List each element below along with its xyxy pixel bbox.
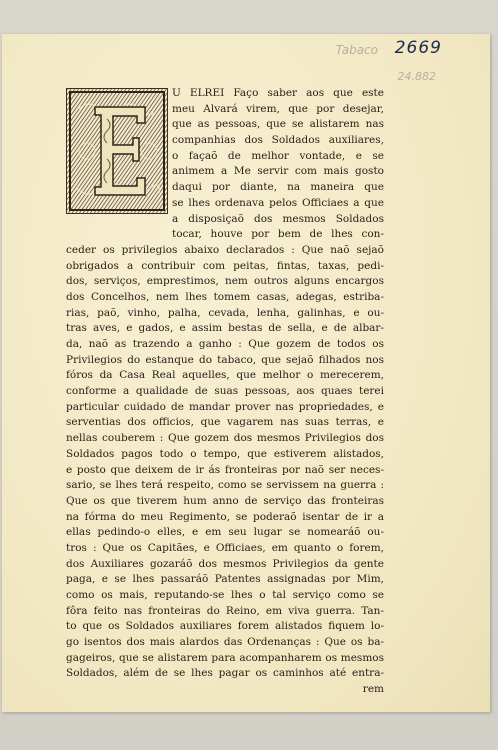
text-line: se lhes ordenava pelos Officiaes a que <box>172 196 384 209</box>
text-line: como os mais, reputando-se lhes o tal serviço como se <box>66 589 384 601</box>
text-line: obrigados a contribuir com peitas, fintas, taxas, pedi- <box>66 259 384 272</box>
text-line: ellas pedindo-o elles, e em seu lugar se nomearáõ ou- <box>66 526 384 539</box>
text-line: conforme a qualidade de suas pessoas, aos quaes terei <box>66 385 384 398</box>
text-line: na fórma do meu Regimento, se poderaõ isentar de ir a <box>66 510 384 523</box>
text-line: o façaõ de melhor vontade, e se <box>172 149 384 162</box>
text-line: ceder os privilegios abaixo declarados : Que naõ sejaõ <box>66 243 384 256</box>
document-page <box>2 34 490 712</box>
text-line: serventias dos officios, que vagarem nas suas terras, e <box>66 416 384 429</box>
text-line: paga, e se lhes passaráõ Patentes assignadas por Mim, <box>66 573 384 586</box>
text-line: dos Concelhos, nem lhes tomem casas, adegas, estriba- <box>66 290 384 303</box>
text-line: tras aves, e gados, e assim bestas de sella, e de albar- <box>66 322 384 335</box>
text-line: particular cuidado de mandar prover nas propriedades, e <box>66 400 384 413</box>
text-line: dos Auxiliares gozaráõ dos mesmos Privilegios da gente <box>66 557 384 570</box>
text-line: Soldados pagos todo o tempo, que estiverem alistados, <box>66 447 384 460</box>
text-line: sario, se lhes terá respeito, como se servissem na guerra : <box>66 479 384 492</box>
text-line: daqui por diante, na maneira que <box>172 181 384 194</box>
text-line: gageiros, que se alistarem para acompanharem os mesmos <box>66 651 384 664</box>
text-line: go isentos dos mais alardos das Ordenanças : Que os ba- <box>66 636 384 649</box>
text-line: U ELREI Faço saber aos que este <box>172 87 384 99</box>
text-line: fôra feito nas fronteiras do Reino, em viva guerra. Tan- <box>66 604 384 617</box>
text-line: to que os Soldados auxiliares forem alistados fiquem lo- <box>66 620 384 633</box>
folio-number: 2669 <box>394 38 442 58</box>
text-line: nellas couberem : Que gozem dos mesmos Privilegios dos <box>66 432 384 445</box>
text-line: Privilegios do estanque do tabaco, que sejaõ filhados nos <box>66 353 384 366</box>
pencil-note: 24.882 <box>397 70 436 83</box>
text-line: tocar, houve por bem de lhes con- <box>172 228 384 241</box>
pencil-note: Tabaco <box>335 43 378 57</box>
text-line: rias, paõ, vinho, palha, cevada, lenha, galinhas, e ou- <box>66 306 384 319</box>
decree-body-text <box>66 86 384 698</box>
text-line: animem a Me servir com mais gosto <box>172 165 384 178</box>
text-line: Soldados, além de se lhes pagar os caminhos até entra- <box>66 667 384 680</box>
text-line: rem <box>362 683 384 696</box>
text-line: companhias dos Soldados auxiliares, <box>172 134 384 147</box>
text-line: meu Alvará virem, que por desejar, <box>172 102 384 115</box>
text-line: dos, serviços, emprestimos, nem outros alguns encargos <box>66 275 384 288</box>
text-line: e posto que deixem de ir ás fronteiras por naõ ser neces- <box>66 463 384 476</box>
text-line: fóros da Casa Real aquelles, que melhor o merecerem, <box>66 369 384 382</box>
text-line: Que os que tiverem hum anno de serviço das fronteiras <box>66 494 384 507</box>
text-line: que as pessoas, que se alistarem nas <box>172 118 384 131</box>
text-line: da, naõ as trazendo a ganho : Que gozem de todos os <box>66 338 384 350</box>
text-line: a disposiçaõ dos mesmos Soldados <box>172 212 384 225</box>
text-line: tros : Que os Capitães, e Officiaes, em quanto o forem, <box>66 541 384 554</box>
